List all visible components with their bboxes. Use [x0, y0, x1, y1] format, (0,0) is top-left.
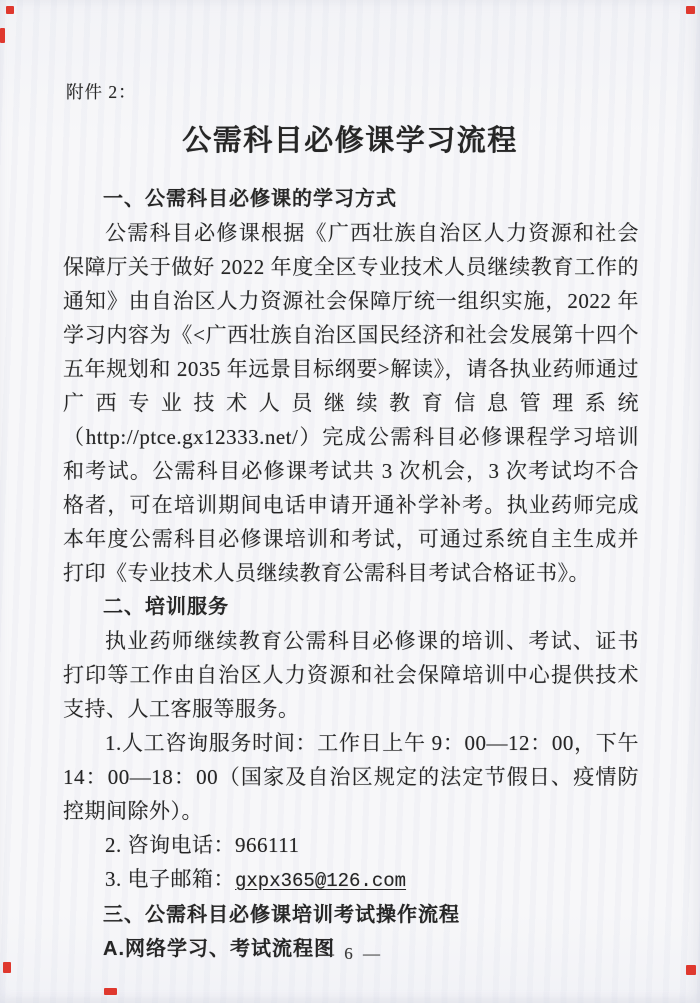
email-address: gxpx365@126.com — [235, 870, 407, 892]
scan-artifact-mark-top-left — [6, 6, 14, 14]
phone-item — [63, 828, 639, 862]
service-hours-item: 1.人工咨询服务时间：工作日上午 9：00—12：00，下午 14：00—18：00（国家及自治区规定的法定节假日、疫情防控期间除外）。 — [63, 731, 639, 823]
phone-number: 966111 — [235, 833, 300, 857]
document-body — [63, 182, 639, 966]
section-1-heading: 一、公需科目必修课的学习方式 — [103, 188, 397, 210]
section-3-heading: 三、公需科目必修课培训考试操作流程 — [103, 904, 460, 926]
scan-artifact-mark-bottom-center — [104, 988, 117, 995]
scan-artifact-mark-bottom-right — [686, 965, 696, 975]
section-2-paragraph: 执业药师继续教育公需科目必修课的培训、考试、证书打印等工作由自治区人力资源和社会保障培训中心提供技术支持、人工客服等服务。 — [63, 629, 639, 721]
document-title: 公需科目必修课学习流程 — [182, 125, 518, 158]
section-2-heading: 二、培训服务 — [103, 596, 229, 618]
phone-label: 2. 咨询电话： — [105, 833, 235, 857]
section-1-paragraph: 公需科目必修课根据《广西壮族自治区人力资源和社会保障厅关于做好 2022 年度全区专业技术人员继续教育工作的通知》由自治区人力资源社会保障厅统一组织实施，2022 年学习内容为《<广西壮族自治区国民经济和社会发展第十四个五年规划和 2035 年远景目标纲要>解读》，请各执业药师通过广西专业技术人员继续教育信息管理系统（http://ptce.gx12333.net/）完成公需科目必修课程学习培训和考试。公需科目必修课考试共 3 次机会，3 次考试均不合格者，可在培训期间电话申请开通补学补考。执业药师完成本年度公需科目必修课培训和考试，可通过系统自主生成并打印《专业技术人员继续教育公需科目考试合格证书》。 — [63, 221, 639, 585]
email-label: 3. 电子邮箱： — [105, 867, 235, 891]
email-item — [63, 862, 639, 898]
flowchart-subheading: A.网络学习、考试流程图 — [103, 938, 335, 960]
page-number: — 6 — — [317, 944, 383, 963]
scan-artifact-mark-top-right — [686, 6, 695, 14]
scan-artifact-mark-left-edge — [0, 28, 5, 43]
attachment-label: 附件 2： — [66, 82, 137, 102]
